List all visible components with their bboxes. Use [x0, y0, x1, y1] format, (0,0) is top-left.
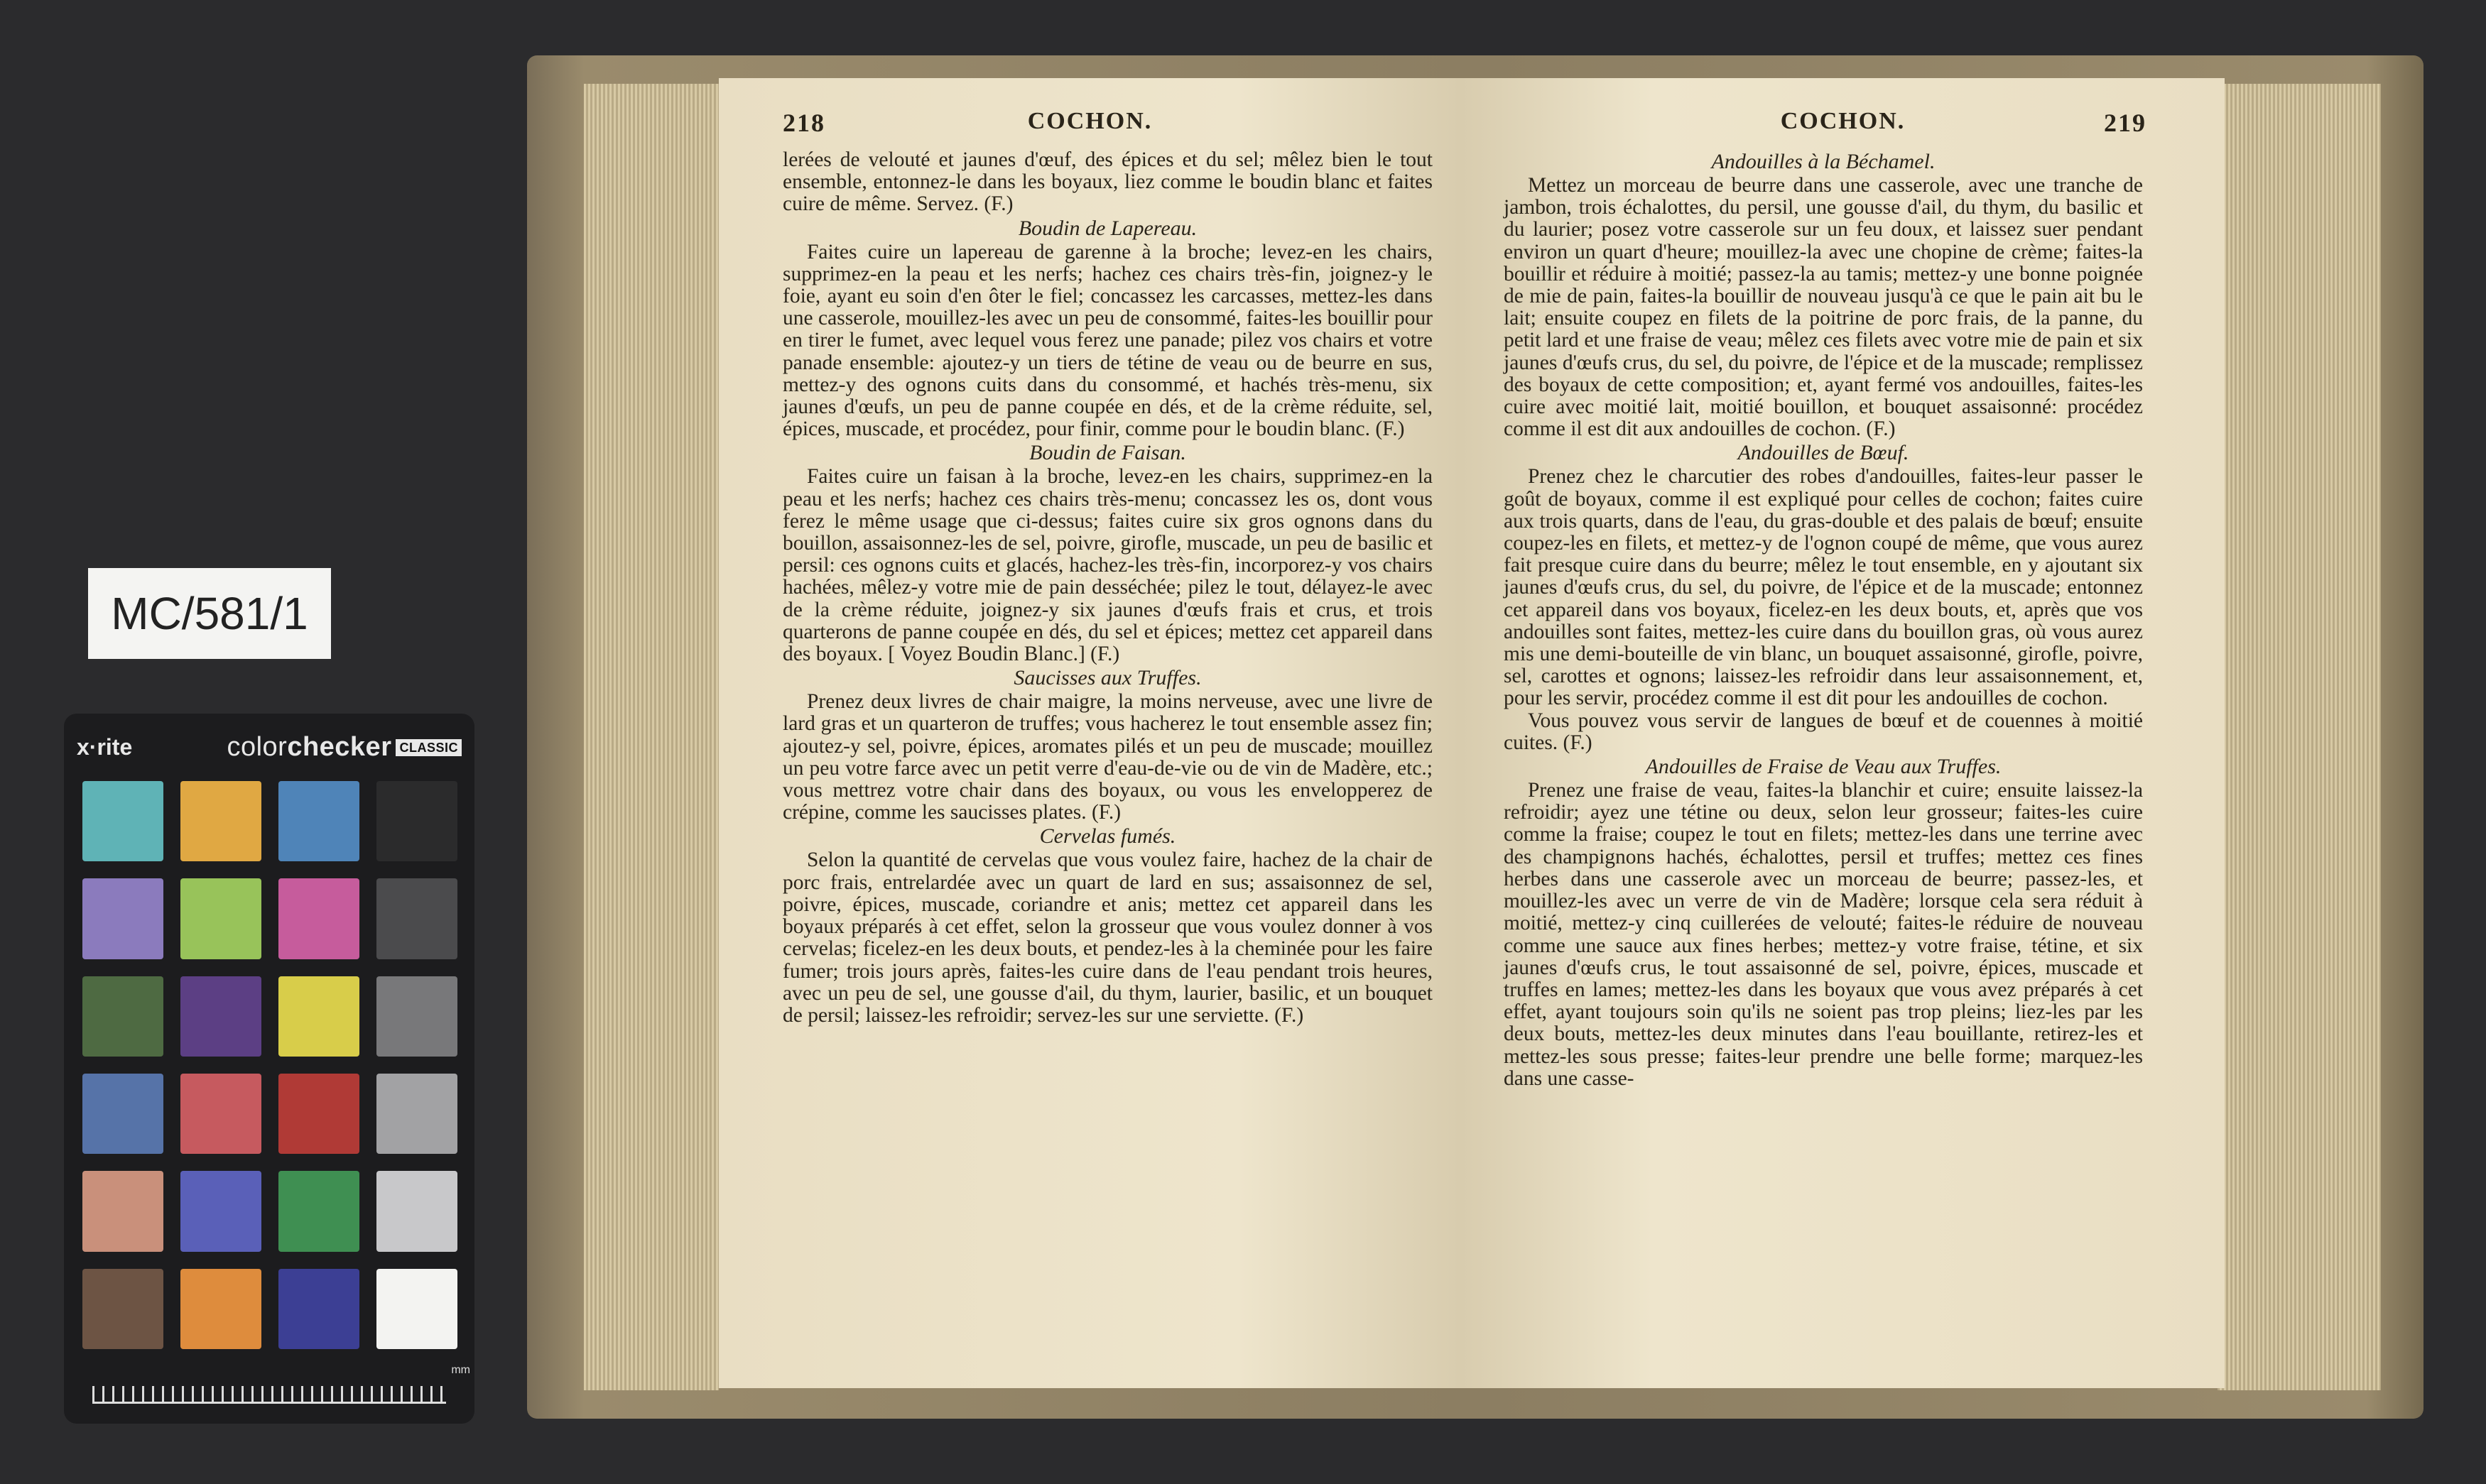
open-book [527, 55, 2423, 1419]
color-swatch [180, 1269, 261, 1349]
recipe-paragraph: Prenez deux livres de chair maigre, la moins nerveuse, avec une livre de lard gras et un quarteron de truffes; vous hacherez le tout ensemble assez fin; ajoutez-y sel, poivre, épices, aromates pilés et un peu de muscade; mouillez un peu votre farce avec un petit verre d'eau-de-vie ou de vin de Madère, etc.; vous mettrez votre chair dans des boyaux, ou vous les envelopperez de crépine, comme les saucisses plates. (F.) [783, 690, 1433, 824]
color-swatch [82, 781, 163, 861]
right-running-head: COCHON. [1780, 108, 1906, 134]
color-swatch [180, 781, 261, 861]
color-swatch [376, 1074, 457, 1154]
classic-badge: CLASSIC [396, 739, 462, 756]
colorchecker-logo [227, 732, 462, 763]
recipe-title: Saucisses aux Truffes. [1014, 666, 1202, 690]
recipe-paragraph: Selon la quantité de cervelas que vous voulez faire, hachez de la chair de porc frais, entrelardée avec un quart de lard en sus; assaisonnez de sel, poivre, épices, muscade, coriandre et anis; mettez cet appareil dans les boyaux préparés à cet effet, selon la grosseur que vous voulez donner à vos cervelas; ficelez-en les deux bouts, et pendez-les à la cheminée pour les faire fumer; trois jours après, faites-les cuire dans de l'eau pendant trois heures, avec un peu de sel, une gousse d'ail, du thym, laurier, basilic, et un bouquet de persil; laissez-les refroidir; servez-les sur une serviette. (F.) [783, 849, 1433, 1027]
color-swatch [180, 1171, 261, 1251]
recipe-title: Andouilles de Bœuf. [1737, 441, 1909, 465]
color-swatch [376, 976, 457, 1057]
colorchecker-logo-bold: checker [287, 731, 392, 762]
right-page-text [1461, 149, 2225, 1090]
recipe-paragraph: Faites cuire un lapereau de garenne à la broche; levez-en les chairs, supprimez-en la peau et les nerfs; hachez ces chairs très-fin, joignez-y le foie, ayant eu soin d'en ôter le fiel; concassez les carcasses, mettez-les dans une casserole, mouillez-les avec un peu de consommé, faites-les bouillir pour en tirer le fumet, avec lequel vous ferez une panade; pilez vos chairs et votre panade ensemble: ajoutez-y un tiers de tétine de veau ou de beurre en sus, mettez-y des ognons cuits dans du consommé, et hachés très-menu, six jaunes d'œufs, un peu de panne coupée en dés, et de la crème réduite, sel, épices, muscade, et procédez, pour finir, comme pour le boudin blanc. (F.) [783, 240, 1433, 441]
left-page-number: 218 [783, 109, 825, 137]
color-swatch [82, 976, 163, 1057]
recipe-paragraph: Vous pouvez vous servir de langues de bœuf et de couennes à moitié cuites. (F.) [1504, 709, 2143, 754]
color-swatch [278, 1074, 359, 1154]
ruler-unit: mm [451, 1364, 470, 1376]
recipe-title: Boudin de Faisan. [1029, 441, 1186, 465]
color-checker-card [64, 714, 474, 1424]
recipe-paragraph: Faites cuire un faisan à la broche, levez-en les chairs, supprimez-en la peau et les nerfs; hachez ces chairs très-menu; concassez les os, dont vous ferez le même usage que ci-dessus; faites cuire six gros ognons dans du bouillon, assaisonnez-les de sel, poivre, girofle, muscade, un peu de basilic et persil: ces ognons cuits et glacés, hachez-les très-fin, incorporez-y vos chairs hachées, mêlez-y votre mie de pain desséchée; pilez le tout, délayez-le avec de la crème réduite, joignez-y six jaunes d'œufs frais et crus, et trois quarterons de panne coupée en dés, du sel et épices; mettez cet appareil dans des boyaux. [ Voyez Boudin Blanc.] (F.) [783, 465, 1433, 666]
left-running-head: COCHON. [1027, 108, 1153, 134]
right-page-header [1461, 108, 2225, 149]
mm-ruler [92, 1376, 446, 1404]
color-swatch [278, 1171, 359, 1251]
recipe-title: Boudin de Lapereau. [1018, 216, 1198, 240]
page-edges-left [584, 84, 719, 1390]
left-page-header [719, 108, 1461, 149]
color-swatch [82, 1269, 163, 1349]
recipe-paragraph: Prenez chez le charcutier des robes d'andouilles, faites-leur passer le goût de boyaux, comme il est expliqué pour celles de cochon; faites cuire aux trois quarts, dans de l'eau, du gras-double et des palais de bœuf; ensuite coupez-les en filets, et mettez-y de l'ognon coupé de même, que vous aurez fait presque cuire dans du beurre; mêlez le tout ensemble, en y ajoutant six jaunes d'œufs crus, du sel, du poivre, de l'épice et de la muscade; entonnez cet appareil dans vos boyaux, ficelez-en les deux bouts, et, après que vos andouilles sont faites, mettez-les cuire dans du bouillon gras, où vous aurez mis une demi-bouteille de vin blanc, un bouquet assaisonné, girofle, poivre, sel, carottes et ognons; laissez-les refroidir dans leur assaisonnement, et, pour les servir, procédez comme il est dit pour les andouilles de cochon. [1504, 465, 2143, 710]
color-swatch [82, 1171, 163, 1251]
recipe-title: Cervelas fumés. [1039, 824, 1176, 849]
left-page-text [719, 149, 1461, 1027]
xrite-logo: x·rite [77, 733, 133, 760]
right-page [1461, 78, 2225, 1388]
color-swatch [278, 878, 359, 959]
recipe-paragraph: lerées de velouté et jaunes d'œuf, des épices et du sel; mêlez bien le tout ensemble, entonnez-le dans les boyaux, liez comme le boudin blanc et faites cuire de même. Servez. (F.) [783, 148, 1433, 216]
color-swatch-grid [82, 781, 457, 1349]
page-edges-right [2218, 84, 2381, 1390]
right-page-number: 219 [2104, 109, 2146, 137]
color-swatch [180, 878, 261, 959]
color-swatch [376, 781, 457, 861]
recipe-paragraph: Mettez un morceau de beurre dans une casserole, avec une tranche de jambon, trois échalottes, du persil, une gousse d'ail, du thym, du basilic et du laurier; posez votre casserole sur un feu doux, et laissez suer pendant environ un quart d'heure; mouillez-la avec une chopine de crème; faites-la bouillir et réduire à moitié; passez-la au tamis; mettez-y une bonne poignée de mie de pain, faites-la bouillir de nouveau jusqu'à ce que le pain ait bu le lait; ensuite coupez en filets de la poitrine de porc frais, de la panne, du petit lard et une fraise de veau; mêlez ces filets avec votre mie de pain et six jaunes d'œufs crus, du sel, du poivre, de l'épice et de la muscade; remplissez des boyaux de cette composition; et, ayant fermé vos andouilles, faites-les cuire avec moitié lait, moitié bouillon, et bouquet assaisonné: procédez comme il est dit aux andouilles de cochon. (F.) [1504, 174, 2143, 441]
recipe-title: Andouilles à la Béchamel. [1711, 150, 1936, 173]
recipe-title: Andouilles de Fraise de Veau aux Truffes. [1645, 755, 2002, 779]
left-page [719, 78, 1461, 1388]
color-checker-brand-bar [77, 729, 462, 765]
archive-label-text: MC/581/1 [111, 588, 308, 639]
color-swatch [278, 976, 359, 1057]
archive-label [88, 568, 331, 659]
color-swatch [82, 878, 163, 959]
color-swatch [376, 878, 457, 959]
colorchecker-logo-light: color [227, 731, 288, 762]
color-swatch [180, 1074, 261, 1154]
color-swatch [376, 1171, 457, 1251]
recipe-paragraph: Prenez une fraise de veau, faites-la blanchir et cuire; ensuite laissez-la refroidir; ayez une tétine ou deux, selon leur grosseur; faites-les cuire comme la fraise; coupez le tout en filets; mettez-les dans une terrine avec des champignons hachés, échalottes, persil et truffes; mettez ces fines herbes dans une casserole avec un morceau de beurre; passez-les, et mouillez-les avec un verre de vin de Madère; lorsque cela sera réduit à moitié, mettez-y cinq cuillerées de velouté; faites-le réduire de nouveau comme une sauce aux fines herbes; mettez-y votre fraise, tétine, et six jaunes d'œufs crus, le tout assaisonné de sel, poivre, épices, muscade et truffes en lames; mettez-les dans les boyaux que vous avez préparés à cet effet, ayant toujours soin qu'ils ne soient pas trop pleins; liez-les par les deux bouts, mettez-les deux minutes dans l'eau bouillante, retirez-les et mettez-les sous presse; faites-leur prendre une belle forme; marquez-les dans une casse- [1504, 779, 2143, 1090]
color-swatch [278, 781, 359, 861]
color-swatch [180, 976, 261, 1057]
color-swatch [278, 1269, 359, 1349]
color-swatch [82, 1074, 163, 1154]
color-swatch [376, 1269, 457, 1349]
